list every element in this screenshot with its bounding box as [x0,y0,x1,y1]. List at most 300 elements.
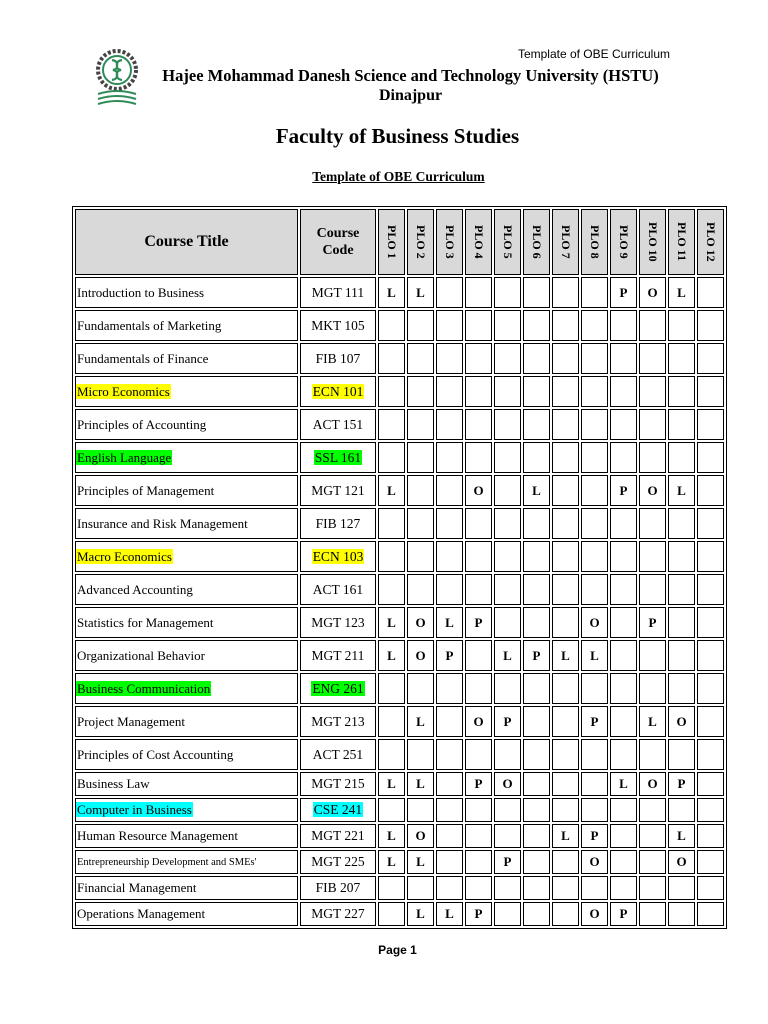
plo-header-label: PLO 4 [472,225,486,259]
plo-cell [523,798,550,822]
plo-cell [494,574,521,605]
plo-cell [465,574,492,605]
plo-cell [639,376,666,407]
course-code-cell [300,409,376,440]
plo-cell [610,824,637,848]
plo-cell [436,442,463,473]
course-code: ACT 151 [312,416,364,432]
plo-cell [378,673,405,704]
plo-cell [697,277,724,308]
plo-cell: L [378,277,405,308]
plo-header [378,209,405,275]
plo-cell [523,876,550,900]
faculty-title: Faculty of Business Studies [275,124,520,148]
plo-cell: L [668,475,695,506]
plo-cell [639,739,666,770]
plo-cell [610,442,637,473]
plo-cell [697,475,724,506]
plo-cell [494,902,521,926]
plo-cell: L [523,475,550,506]
course-title-cell [75,902,298,926]
plo-cell [668,673,695,704]
plo-cell: O [407,640,434,671]
plo-cell [610,706,637,737]
plo-cell [465,343,492,374]
plo-cell [378,706,405,737]
plo-cell [697,508,724,539]
course-code: CSE 241 [313,802,363,817]
plo-cell [581,739,608,770]
plo-cell [581,442,608,473]
plo-cell [465,541,492,572]
course-code-cell [300,902,376,926]
course-code: MGT 111 [311,284,365,300]
plo-cell: L [639,706,666,737]
plo-header-label: PLO 12 [704,222,718,262]
plo-cell [552,739,579,770]
course-title: Macro Economics [77,548,172,564]
plo-cell [610,508,637,539]
course-title-cell [75,673,298,704]
plo-cell [697,343,724,374]
plo-cell [523,706,550,737]
plo-cell [494,475,521,506]
plo-cell: L [378,640,405,671]
plo-cell: O [639,277,666,308]
plo-cell [697,640,724,671]
plo-cell [639,541,666,572]
course-code: FIB 107 [315,350,361,366]
plo-cell [523,376,550,407]
plo-cell [523,277,550,308]
plo-cell [523,541,550,572]
plo-cell [668,409,695,440]
plo-cell [697,706,724,737]
table-row [75,902,724,926]
plo-cell [407,739,434,770]
plo-cell [407,475,434,506]
template-title [0,169,768,185]
course-code-cell [300,673,376,704]
course-code: ENG 261 [312,680,364,696]
plo-cell [697,876,724,900]
course-title-cell [75,607,298,638]
course-title-header: Course Title [75,209,298,275]
plo-cell [639,442,666,473]
plo-cell [610,798,637,822]
course-title-cell [75,277,298,308]
plo-cell: O [668,706,695,737]
plo-cell [465,739,492,770]
curriculum-table [72,206,727,929]
plo-cell [581,574,608,605]
plo-cell: L [436,607,463,638]
plo-cell [378,442,405,473]
plo-header-label: PLO 3 [443,225,457,259]
plo-cell [494,442,521,473]
plo-cell [523,772,550,796]
plo-cell [494,343,521,374]
plo-cell [610,343,637,374]
course-title-cell [75,343,298,374]
plo-cell [465,640,492,671]
plo-cell [668,574,695,605]
table-row [75,442,724,473]
table-row [75,277,724,308]
plo-cell [668,541,695,572]
table-header-row [75,209,724,275]
plo-cell [697,409,724,440]
plo-header [639,209,666,275]
course-title: English Language [77,449,172,465]
plo-cell [552,376,579,407]
plo-header [494,209,521,275]
plo-cell: L [552,640,579,671]
plo-cell [697,798,724,822]
plo-cell [494,508,521,539]
plo-cell [436,574,463,605]
university-city: Dinajpur [378,87,443,104]
plo-cell [668,343,695,374]
plo-cell: L [378,475,405,506]
plo-cell: L [407,772,434,796]
plo-cell [494,798,521,822]
plo-cell [552,876,579,900]
plo-cell [436,277,463,308]
plo-cell [523,310,550,341]
plo-cell [668,640,695,671]
plo-cell: L [407,902,434,926]
plo-cell [552,706,579,737]
course-title: Business Communication [77,680,211,696]
plo-cell: O [581,850,608,874]
plo-cell: P [465,607,492,638]
plo-cell [494,376,521,407]
course-title: Human Resource Management [77,828,239,843]
plo-cell [581,343,608,374]
plo-cell [407,442,434,473]
plo-cell [523,343,550,374]
plo-cell [668,442,695,473]
plo-cell [610,850,637,874]
plo-cell [436,508,463,539]
plo-cell [465,277,492,308]
plo-header [697,209,724,275]
plo-cell [610,876,637,900]
plo-cell [378,798,405,822]
plo-cell [523,508,550,539]
plo-cell [378,376,405,407]
table-row [75,772,724,796]
plo-cell [378,310,405,341]
plo-cell [668,902,695,926]
course-title: Introduction to Business [77,284,205,300]
plo-cell: P [494,850,521,874]
table-row [75,824,724,848]
plo-cell [639,876,666,900]
university-name: Hajee Mohammad Danesh Science and Technology University (HSTU) [162,66,659,85]
course-code-cell [300,798,376,822]
course-code-cell [300,442,376,473]
plo-cell [639,508,666,539]
plo-cell [494,673,521,704]
table-row [75,607,724,638]
plo-header [552,209,579,275]
plo-header [407,209,434,275]
plo-cell [436,824,463,848]
plo-cell [436,475,463,506]
plo-cell [697,824,724,848]
course-title: Statistics for Management [77,614,214,630]
plo-cell: O [494,772,521,796]
course-title: Organizational Behavior [77,647,205,663]
plo-cell [407,508,434,539]
plo-cell [668,739,695,770]
course-title: Computer in Business [77,802,192,817]
plo-cell [668,376,695,407]
plo-cell [697,442,724,473]
plo-cell [581,376,608,407]
plo-cell [465,824,492,848]
plo-header-label: PLO 10 [646,222,660,262]
plo-cell [639,850,666,874]
plo-header-label: PLO 1 [385,225,399,259]
plo-cell: O [639,475,666,506]
plo-cell [378,343,405,374]
course-code-cell [300,277,376,308]
table-row [75,706,724,737]
plo-cell: L [552,824,579,848]
plo-cell [407,310,434,341]
course-code-cell [300,850,376,874]
plo-cell: L [436,902,463,926]
plo-cell [465,850,492,874]
plo-cell [494,739,521,770]
plo-cell [436,409,463,440]
course-title: Financial Management [77,880,197,895]
plo-cell: P [610,277,637,308]
plo-cell [552,343,579,374]
course-title-cell [75,541,298,572]
plo-cell [552,850,579,874]
course-code-cell [300,824,376,848]
plo-cell [581,772,608,796]
course-code-cell [300,739,376,770]
plo-cell [407,876,434,900]
plo-cell: L [378,772,405,796]
table-row [75,673,724,704]
plo-cell: O [581,607,608,638]
course-code: MGT 215 [311,776,365,791]
course-title: Principles of Management [77,482,215,498]
plo-cell: L [407,277,434,308]
table-row [75,343,724,374]
table-row [75,376,724,407]
plo-cell [407,409,434,440]
plo-cell: O [407,824,434,848]
plo-cell [552,409,579,440]
course-code: ACT 161 [312,581,364,597]
course-title: Principles of Cost Accounting [77,746,234,762]
plo-cell: O [465,475,492,506]
plo-cell [523,902,550,926]
plo-cell [378,574,405,605]
plo-cell [378,409,405,440]
plo-cell [436,343,463,374]
plo-cell [436,850,463,874]
course-title-cell [75,850,298,874]
plo-cell [639,673,666,704]
plo-cell [639,310,666,341]
table-row [75,876,724,900]
plo-cell [407,376,434,407]
plo-cell [523,442,550,473]
plo-cell [581,798,608,822]
plo-cell: O [581,902,608,926]
plo-cell [523,607,550,638]
plo-cell [639,824,666,848]
plo-cell: L [581,640,608,671]
course-title: Advanced Accounting [77,581,193,597]
plo-cell [552,902,579,926]
plo-cell [436,310,463,341]
plo-cell [436,798,463,822]
plo-cell [610,574,637,605]
plo-cell: P [610,475,637,506]
course-title-cell [75,475,298,506]
table-row [75,508,724,539]
plo-cell [581,508,608,539]
plo-cell [697,574,724,605]
plo-cell [610,376,637,407]
plo-header-label: PLO 9 [617,225,631,259]
course-code: MGT 123 [311,614,365,630]
plo-cell [668,798,695,822]
plo-cell [552,607,579,638]
course-code: SSL 161 [314,449,362,465]
plo-cell: L [407,706,434,737]
plo-cell [697,673,724,704]
plo-cell [610,541,637,572]
plo-cell [668,508,695,539]
plo-cell [436,772,463,796]
plo-cell [639,409,666,440]
table-row [75,640,724,671]
course-title-cell [75,772,298,796]
header-note: Template of OBE Curriculum [517,47,670,61]
course-code-cell [300,574,376,605]
plo-cell [523,673,550,704]
plo-cell [581,876,608,900]
plo-cell [552,508,579,539]
plo-cell [668,876,695,900]
course-title-cell [75,409,298,440]
plo-cell: L [378,607,405,638]
plo-header-label: PLO 6 [530,225,544,259]
plo-cell [407,343,434,374]
plo-cell [610,673,637,704]
plo-cell [465,876,492,900]
plo-cell [436,376,463,407]
plo-cell: P [465,902,492,926]
plo-cell [523,409,550,440]
plo-cell: P [668,772,695,796]
plo-cell [639,574,666,605]
plo-cell [639,902,666,926]
plo-cell [552,541,579,572]
course-code-cell [300,310,376,341]
course-title: Entrepreneurship Development and SMEs' [77,856,257,868]
plo-cell [639,343,666,374]
plo-cell: P [581,824,608,848]
plo-cell [610,409,637,440]
plo-cell [378,541,405,572]
plo-cell [610,640,637,671]
plo-cell [494,607,521,638]
plo-cell: P [639,607,666,638]
plo-cell [639,798,666,822]
course-title-cell [75,310,298,341]
plo-header-label: PLO 5 [501,225,515,259]
plo-cell [494,541,521,572]
course-code: ECN 103 [312,548,364,564]
plo-cell [581,673,608,704]
table-row [75,850,724,874]
plo-cell [465,508,492,539]
page-number: Page 1 [378,943,417,957]
plo-header [581,209,608,275]
plo-cell: L [610,772,637,796]
course-title-cell [75,442,298,473]
plo-cell [465,376,492,407]
plo-cell [668,607,695,638]
course-code: MGT 121 [311,482,365,498]
course-title: Insurance and Risk Management [77,515,248,531]
plo-cell [697,376,724,407]
plo-header-label: PLO 7 [559,225,573,259]
plo-cell [697,607,724,638]
plo-cell [552,475,579,506]
plo-header-label: PLO 11 [675,222,689,262]
template-title-text: Template of OBE Curriculum [312,169,485,184]
plo-cell [697,902,724,926]
plo-cell [494,277,521,308]
course-code-cell [300,508,376,539]
plo-cell: L [378,850,405,874]
plo-cell [436,706,463,737]
plo-cell [610,607,637,638]
plo-header-label: PLO 2 [414,225,428,259]
plo-cell [378,508,405,539]
table-row [75,475,724,506]
plo-cell [581,277,608,308]
course-code-cell [300,541,376,572]
plo-cell [494,824,521,848]
course-title: Operations Management [77,906,206,921]
plo-cell [697,850,724,874]
course-title-cell [75,508,298,539]
plo-cell [552,673,579,704]
plo-cell [581,409,608,440]
plo-cell [465,409,492,440]
plo-cell [552,277,579,308]
plo-cell: P [610,902,637,926]
plo-cell [436,541,463,572]
course-title: Project Management [77,713,185,729]
plo-cell [378,876,405,900]
plo-header [610,209,637,275]
course-code: MGT 213 [311,713,365,729]
